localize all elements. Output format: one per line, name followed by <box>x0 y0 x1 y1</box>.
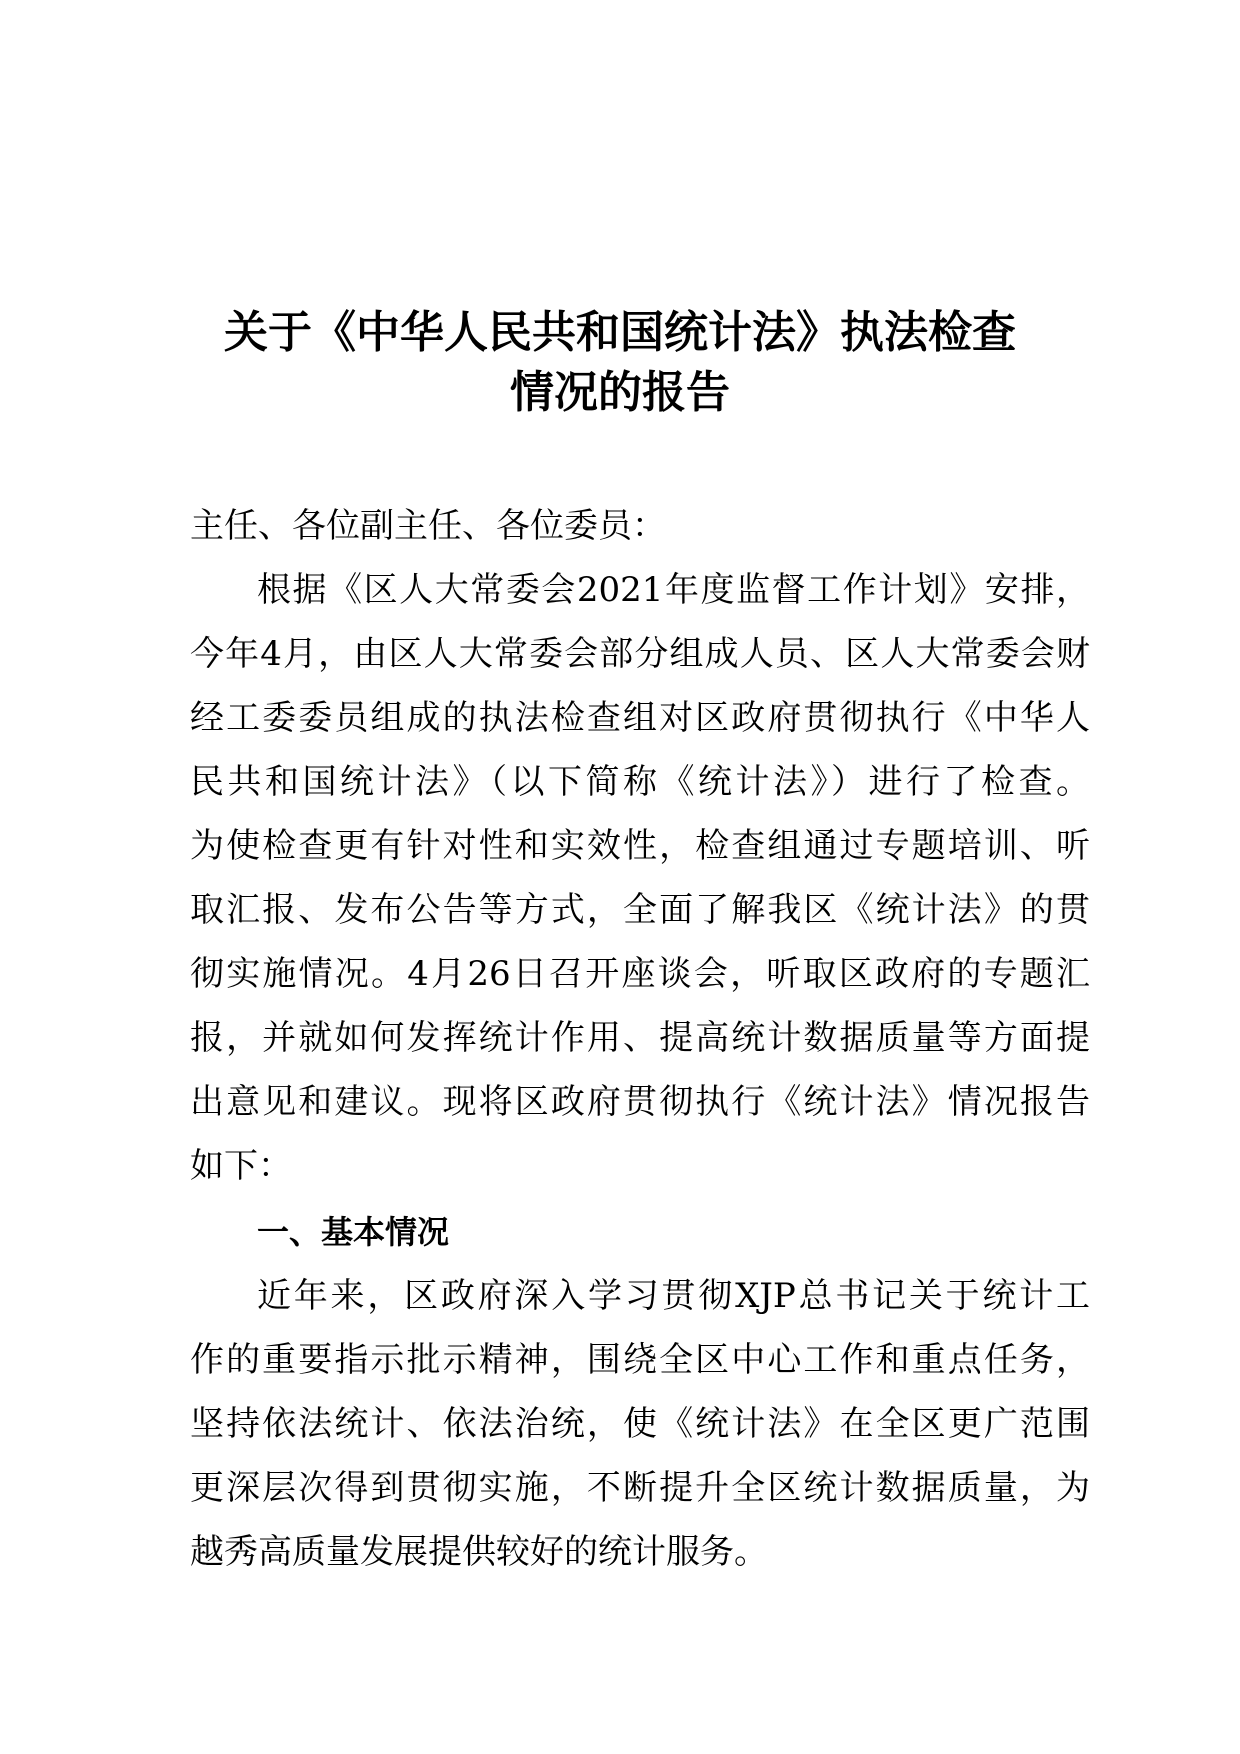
paragraph-2-line: 近年来，区政府深入学习贯彻XJP总书记关于统计工 <box>257 1276 1090 1316</box>
paragraph-2-line: 越秀高质量发展提供较好的统计服务。 <box>190 1532 768 1572</box>
paragraph-2-line: 更深层次得到贯彻实施，不断提升全区统计数据质量，为 <box>190 1468 1090 1508</box>
section-heading: 一、基本情况 <box>257 1213 450 1251</box>
paragraph-1-line: 为使检查更有针对性和实效性，检查组通过专题培训、听 <box>190 826 1090 866</box>
paragraph-1-line: 如下： <box>190 1146 292 1186</box>
paragraph-2-line: 坚持依法统计、依法治统，使《统计法》在全区更广范围 <box>190 1404 1090 1444</box>
paragraph-1-line: 经工委委员组成的执法检查组对区政府贯彻执行《中华人 <box>190 698 1090 738</box>
document-title-line-2: 情况的报告 <box>510 367 730 418</box>
paragraph-1-line: 出意见和建议。现将区政府贯彻执行《统计法》情况报告 <box>190 1082 1090 1122</box>
paragraph-1-line: 根据《区人大常委会2021年度监督工作计划》安排， <box>257 570 1090 610</box>
paragraph-1-line: 彻实施情况。4月26日召开座谈会，听取区政府的专题汇 <box>190 954 1090 994</box>
paragraph-2-line: 作的重要指示批示精神，围绕全区中心工作和重点任务， <box>190 1340 1090 1380</box>
salutation: 主任、各位副主任、各位委员： <box>190 506 666 546</box>
paragraph-1-line: 报，并就如何发挥统计作用、提高统计数据质量等方面提 <box>190 1018 1090 1058</box>
paragraph-1-line: 民共和国统计法》（以下简称《统计法》）进行了检查。 <box>190 762 1090 802</box>
document-title-line-1: 关于《中华人民共和国统计法》执法检查 <box>224 307 1016 358</box>
paragraph-1-line: 取汇报、发布公告等方式，全面了解我区《统计法》的贯 <box>190 890 1090 930</box>
paragraph-1-line: 今年4月，由区人大常委会部分组成人员、区人大常委会财 <box>190 634 1090 674</box>
